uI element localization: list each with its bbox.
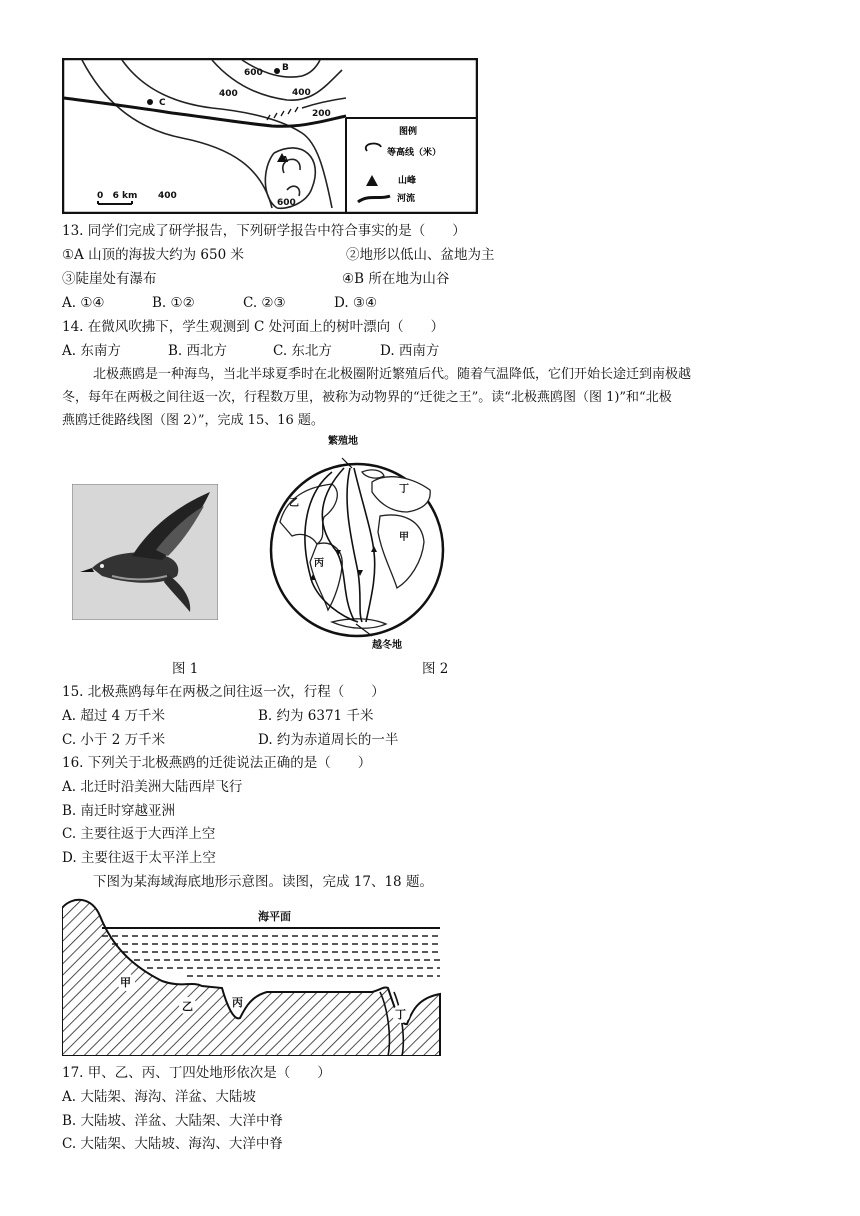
q17-stem: 17. 甲、乙、丙、丁四处地形依次是（ ） — [62, 1065, 331, 1081]
legend-river: 河流 — [397, 194, 416, 204]
label-h600-bottom: 600 — [277, 198, 296, 208]
q13-stem: 13. 同学们完成了研学报告，下列研学报告中符合事实的是（ ） — [62, 223, 466, 239]
q13-choice-d: D. ③④ — [334, 295, 378, 311]
label-h400-b: 400 — [292, 88, 311, 98]
q16-choice-b: B. 南迁时穿越亚洲 — [62, 803, 176, 819]
arctic-tern-photo — [72, 484, 218, 620]
q13-statement-3: ③陡崖处有瀑布 — [62, 271, 157, 287]
q13-statement-4: ④B 所在地为山谷 — [342, 271, 450, 287]
q15-choice-c: C. 小于 2 万千米 — [62, 732, 166, 748]
label-point-b: B — [282, 63, 289, 73]
label-ding: 丁 — [395, 1008, 406, 1021]
seabed-diagram — [62, 896, 442, 1056]
q14-choice-d: D. 西南方 — [380, 343, 440, 359]
q15-choice-b: B. 约为 6371 千米 — [258, 708, 374, 724]
q15-stem: 15. 北极燕鸥每年在两极之间往返一次，行程（ ） — [62, 684, 385, 700]
topographic-map — [62, 58, 478, 214]
label-yi: 乙 — [289, 498, 299, 509]
point-c-marker — [147, 99, 153, 105]
q17-choice-b: B. 大陆坡、洋盆、大陆架、大洋中脊 — [62, 1113, 284, 1129]
legend-title: 图例 — [399, 127, 418, 137]
label-point-a: A — [282, 155, 289, 164]
caption-fig1: 图 1 — [172, 661, 199, 677]
label-h400-c: 400 — [158, 191, 177, 201]
q16-choice-c: C. 主要往返于大西洋上空 — [62, 826, 216, 842]
label-wintering: 越冬地 — [372, 640, 402, 651]
q17-choice-a: A. 大陆架、海沟、洋盆、大陆坡 — [62, 1089, 256, 1105]
scale-label: 0 6 km — [97, 191, 138, 201]
caption-fig2: 图 2 — [422, 661, 449, 677]
label-h400-a: 400 — [219, 89, 238, 99]
label-jia: 甲 — [399, 532, 409, 543]
label-bing: 丙 — [232, 996, 243, 1009]
label-bing: 丙 — [314, 558, 324, 569]
q13-choice-b: B. ①② — [152, 295, 195, 311]
q16-choice-a: A. 北迁时沿美洲大陆西岸飞行 — [62, 779, 243, 795]
q14-choice-a: A. 东南方 — [62, 343, 121, 359]
label-ding: 丁 — [399, 484, 409, 495]
q17-choice-c: C. 大陆架、大陆坡、海沟、大洋中脊 — [62, 1136, 283, 1152]
intro-17-18: 下图为某海域海底地形示意图。读图，完成 17、18 题。 — [93, 874, 433, 890]
q13-choice-c: C. ②③ — [243, 295, 286, 311]
q13-choice-a: A. ①④ — [62, 295, 105, 311]
q15-choice-d: D. 约为赤道周长的一半 — [258, 732, 399, 748]
intro-15-16-line2: 冬，每年在两极之间往返一次，行程数万里，被称为动物界的“迁徙之王”。读“北极燕鸥图（图 1)”和“北极 — [62, 390, 672, 405]
legend-peak: 山峰 — [398, 176, 417, 186]
migration-globe — [262, 432, 452, 654]
q13-statement-1: ①A 山顶的海拔大约为 650 米 — [62, 247, 244, 263]
label-breeding: 繁殖地 — [328, 436, 358, 447]
q14-choice-c: C. 东北方 — [273, 343, 332, 359]
q16-choice-d: D. 主要往返于太平洋上空 — [62, 850, 216, 866]
point-b-marker — [274, 68, 280, 74]
q15-choice-a: A. 超过 4 万千米 — [62, 708, 166, 724]
intro-15-16-line3: 燕鸥迁徙路线图（图 2）”，完成 15、16 题。 — [62, 413, 324, 428]
q13-statement-2: ②地形以低山、盆地为主 — [346, 247, 495, 263]
label-jia: 甲 — [120, 976, 131, 989]
water-lines — [102, 936, 440, 976]
label-h200: 200 — [312, 109, 331, 119]
q14-stem: 14. 在微风吹拂下，学生观测到 C 处河面上的树叶漂向（ ） — [62, 319, 445, 335]
legend-contour: 等高线（米） — [387, 148, 442, 158]
label-h600-top: 600 — [244, 68, 263, 78]
label-point-c: C — [159, 98, 166, 108]
q16-stem: 16. 下列关于北极燕鸥的迁徙说法正确的是（ ） — [62, 755, 372, 771]
label-sea-level: 海平面 — [258, 910, 291, 923]
label-yi: 乙 — [182, 1000, 193, 1013]
intro-15-16-line1: 北极燕鸥是一种海鸟，当北半球夏季时在北极圈附近繁殖后代。随着气温降低，它们开始长途迁到南极越 — [93, 367, 692, 382]
q14-choice-b: B. 西北方 — [168, 343, 228, 359]
